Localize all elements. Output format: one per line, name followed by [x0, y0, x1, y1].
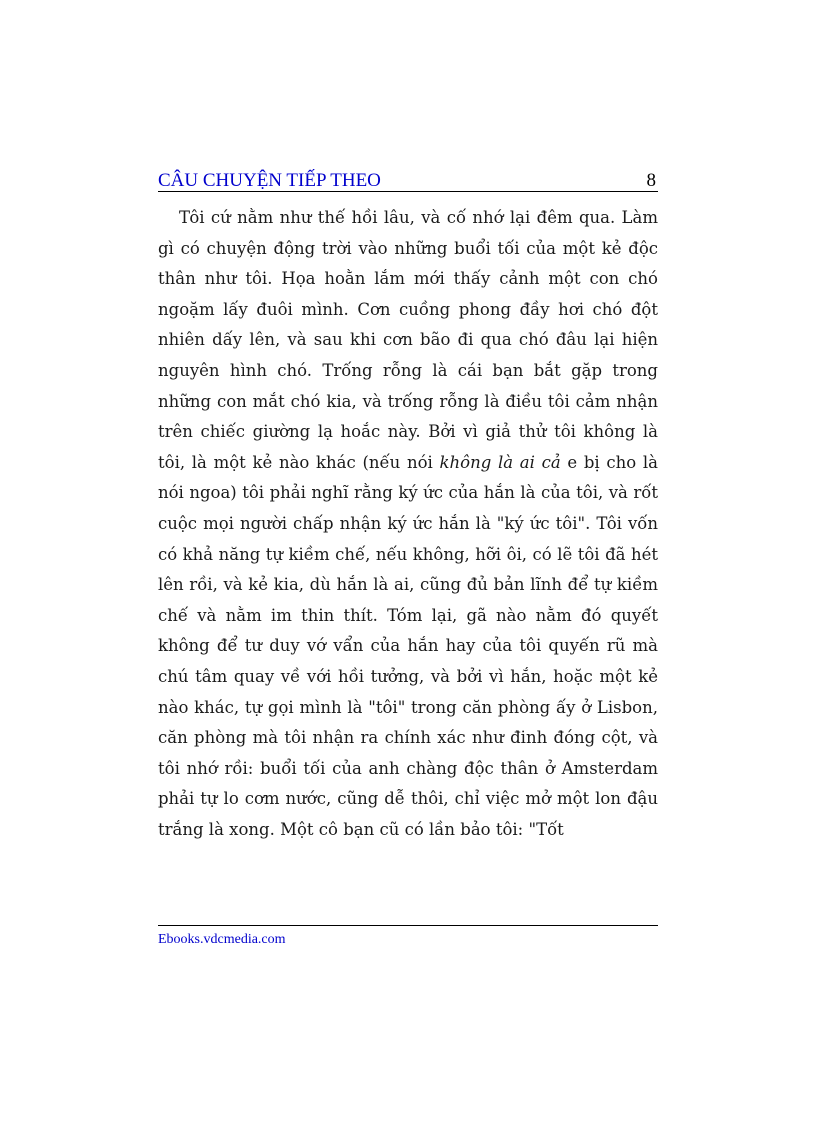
page-number: 8: [646, 170, 656, 191]
footer-divider: [158, 925, 658, 926]
body-italic-phrase: không là ai cả: [439, 452, 561, 472]
body-text-part-1: Tôi cứ nằm như thế hồi lâu, và cố nhớ lại đêm qua. Làm gì có chuyện động trời vào những buổi tối của một kẻ độc thân như tôi. Họa hoằn lắm mới thấy cảnh một con chó ngoặm lấy đuôi mình. Cơn cuồng phong đầy hơi chó đột nhiên dấy lên, và sau khi cơn bão đi qua chó đâu lại hiện nguyên hình chó. Trống rỗng là cái bạn bắt gặp trong những con mắt chó kia, và trống rỗng là điều tôi cảm nhận trên chiếc giường lạ hoắc này. Bởi vì giả thử tôi không là tôi, là một kẻ nào khác (nếu nói: [158, 208, 658, 472]
page-header: [158, 171, 658, 191]
body-paragraph: [158, 203, 658, 845]
body-text-part-2: e bị cho là nói ngoa) tôi phải nghĩ rằng ký ức của hắn là của tôi, và rốt cuộc mọi người chấp nhận ký ức hắn là "ký ức tôi". Tôi vốn có khả năng tự kiềm chế, nếu không, hỡi ôi, có lẽ tôi đã hét lên rồi, và kẻ kia, dù hắn là ai, cũng đủ bản lĩnh để tự kiềm chế và nằm im thin thít. Tóm lại, gã nào nằm đó quyết không để tư duy vớ vẩn của hắn hay của tôi quyến rũ mà chú tâm quay về với hồi tưởng, và bởi vì hắn, hoặc một kẻ nào khác, tự gọi mình là "tôi" trong căn phòng ấy ở Lisbon, căn phòng mà tôi nhận ra chính xác như đinh đóng cột, và tôi nhớ rồi: buổi tối của anh chàng độc thân ở Amsterdam phải tự lo cơm nước, cũng dễ thôi, chỉ việc mở một lon đậu trắng là xong. Một cô bạn cũ có lần bảo tôi: "Tốt: [158, 452, 658, 839]
footer-website-link[interactable]: Ebooks.vdcmedia.com: [158, 932, 286, 947]
chapter-title[interactable]: CÂU CHUYỆN TIẾP THEO: [158, 170, 381, 191]
header-divider: [158, 191, 658, 192]
